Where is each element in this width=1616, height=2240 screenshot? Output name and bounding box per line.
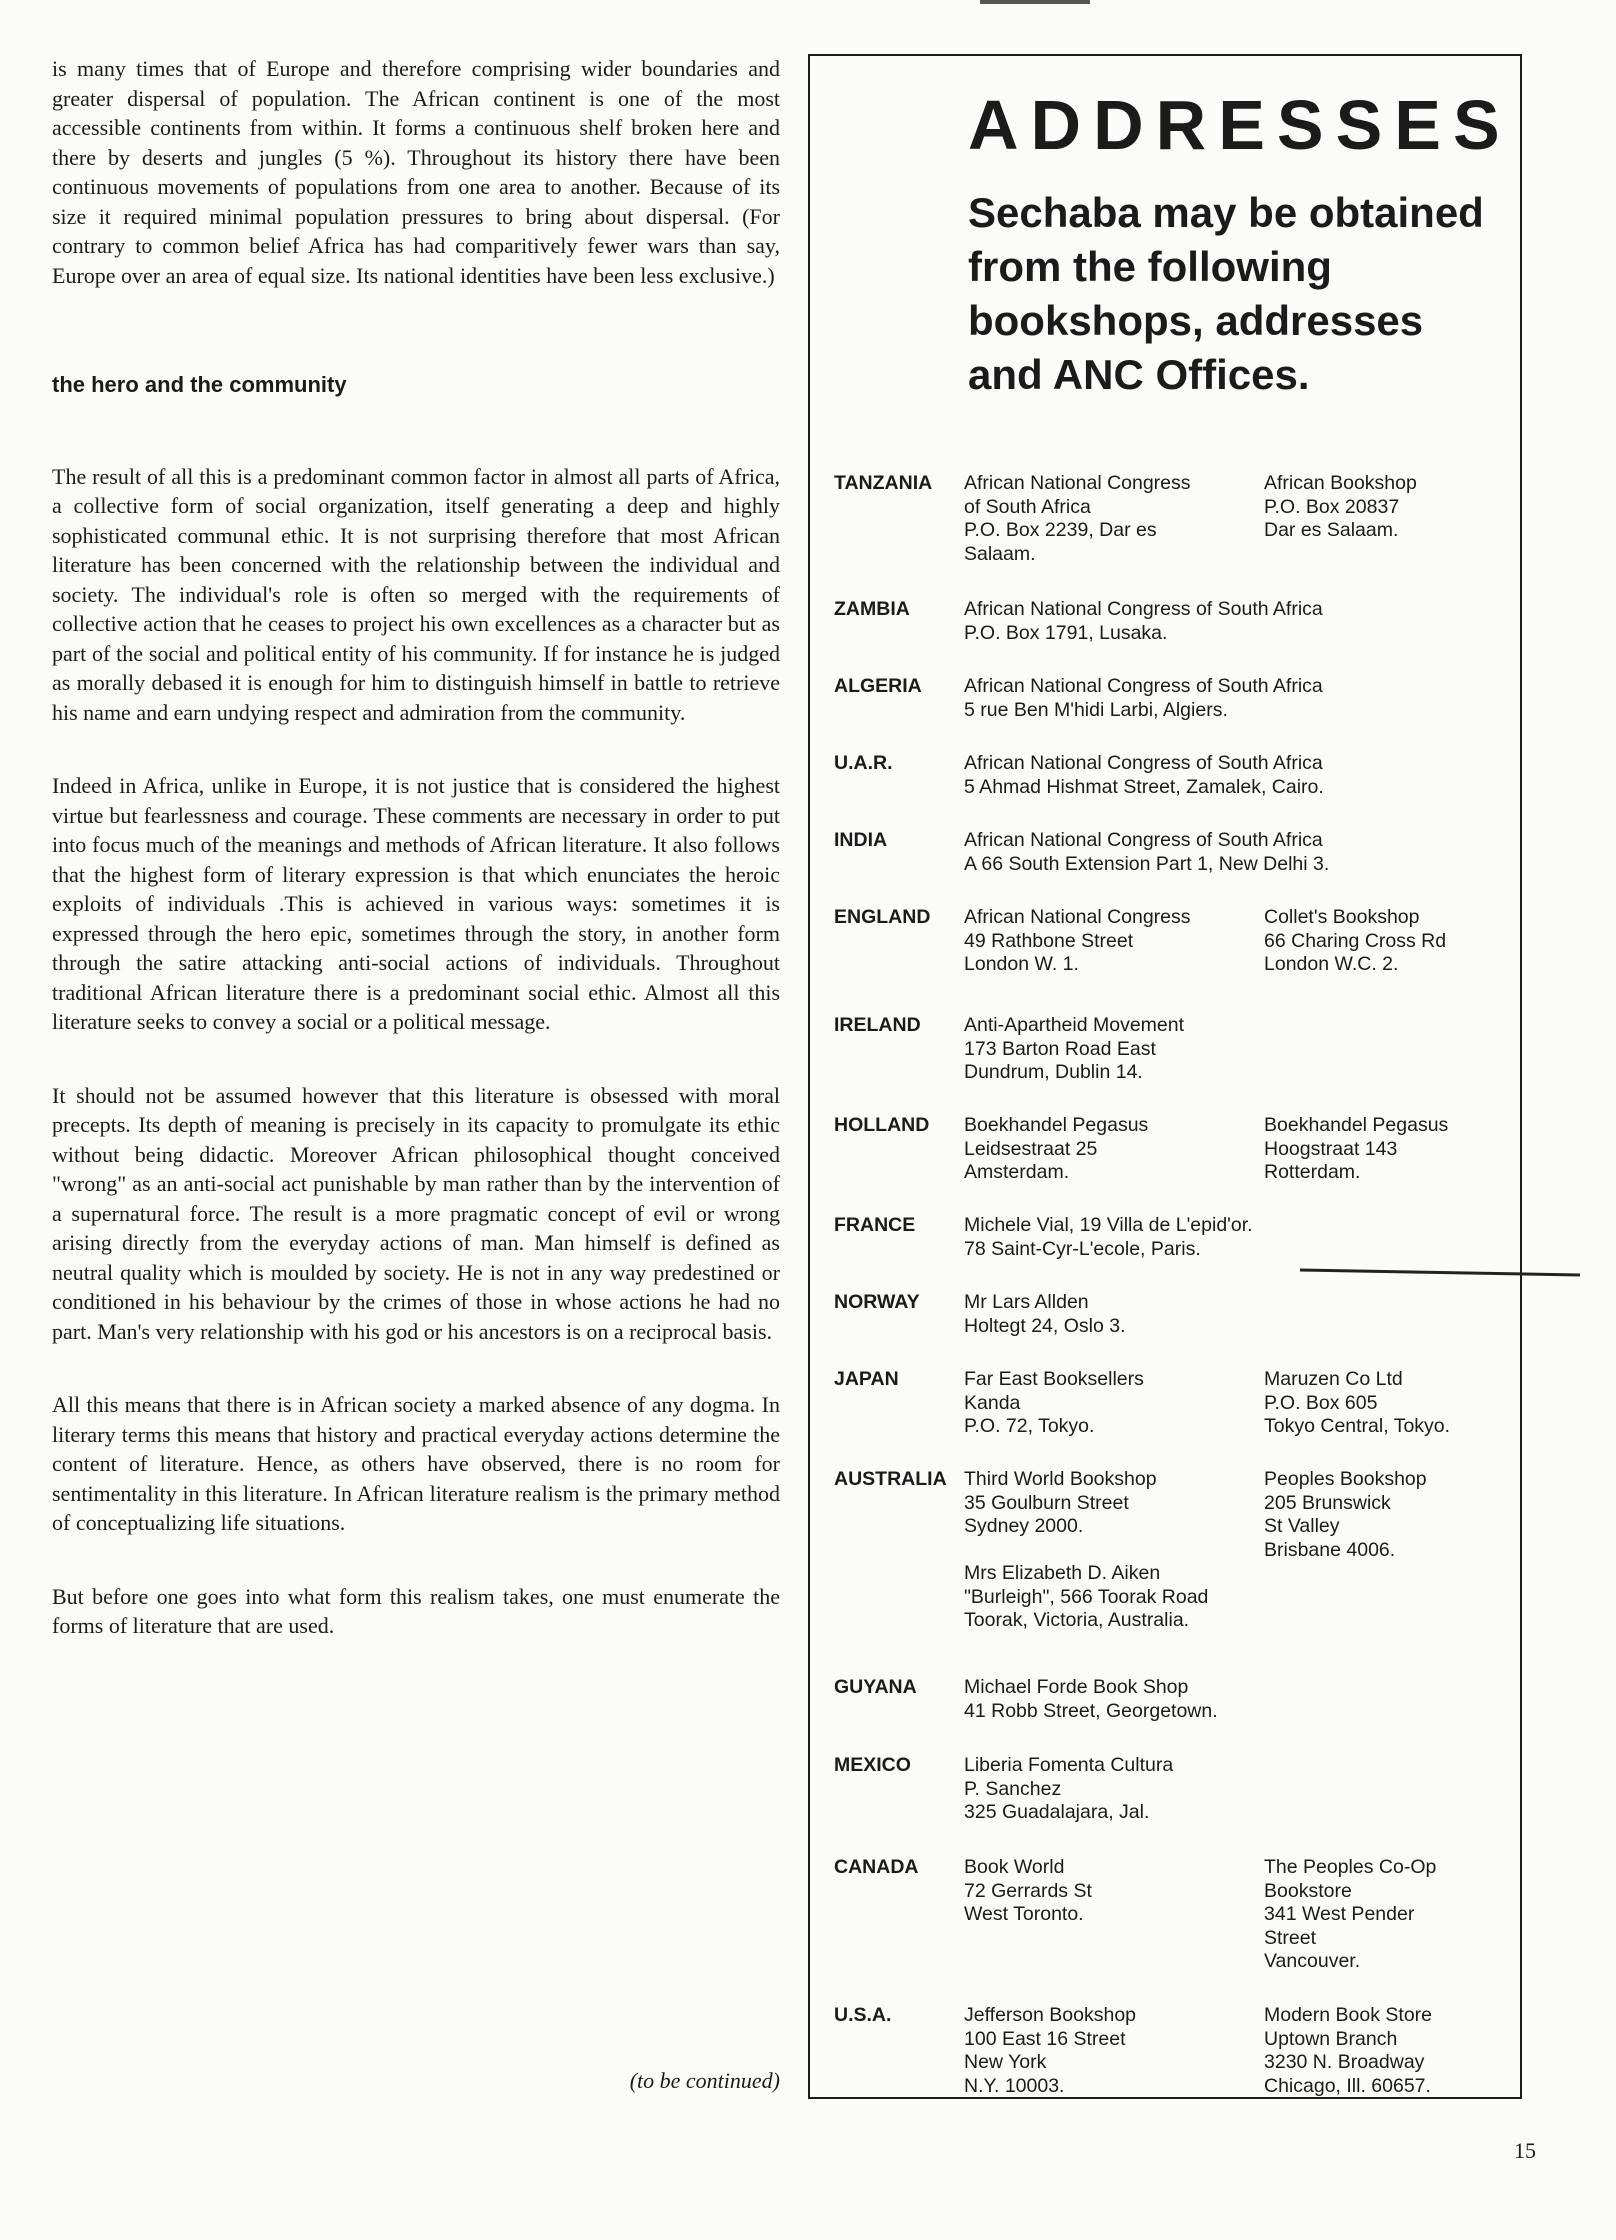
country-label: GUYANA xyxy=(834,1676,917,1698)
country-label: FRANCE xyxy=(834,1214,916,1236)
address-secondary: The Peoples Co-Op Bookstore 341 West Pender Street Vancouver. xyxy=(1264,1856,1437,1972)
country-label: AUSTRALIA xyxy=(834,1468,947,1490)
address-primary: African National Congress of South Africa 5 rue Ben M'hidi Larbi, Algiers. xyxy=(964,675,1323,721)
address-primary: African National Congress of South Africa A 66 South Extension Part 1, New Delhi 3. xyxy=(964,829,1330,875)
country-label: ZAMBIA xyxy=(834,598,910,620)
address-secondary: Modern Book Store Uptown Branch 3230 N. Broadway Chicago, Ill. 60657. xyxy=(1264,2004,1433,2097)
country-label: TANZANIA xyxy=(834,472,933,494)
country-label: CANADA xyxy=(834,1856,919,1878)
address-primary: African National Congress 49 Rathbone Street London W. 1. xyxy=(964,906,1191,975)
addresses-title: ADDRESSES xyxy=(968,86,1512,164)
addresses-subtitle: Sechaba may be obtained from the following bookshops, addresses and ANC Offices. xyxy=(968,189,1484,398)
address-secondary: African Bookshop P.O. Box 20837 Dar es Salaam. xyxy=(1264,472,1417,541)
address-primary: Anti-Apartheid Movement 173 Barton Road East Dundrum, Dublin 14. xyxy=(964,1014,1185,1083)
paragraph: is many times that of Europe and therefore comprising wider boundaries and greater dispersal of population. The African continent is one of the most accessible continents from within. It forms a continuous shelf broken here and there by deserts and jungles (5 %). Throughout its history there have been continuous movements of populations from one area to another. Because of its size it required minimal population pressures to bring about dispersal. (For contrary to common belief Africa has had comparitively fewer wars than say, Europe over an area of equal size. Its national identities have been less exclusive.) xyxy=(52,56,780,288)
address-primary: African National Congress of South Africa P.O. Box 1791, Lusaka. xyxy=(964,598,1323,644)
country-label: MEXICO xyxy=(834,1754,911,1776)
country-label: IRELAND xyxy=(834,1014,921,1036)
address-secondary: Boekhandel Pegasus Hoogstraat 143 Rotterdam. xyxy=(1264,1114,1449,1183)
article-column xyxy=(52,54,780,1685)
country-label: ENGLAND xyxy=(834,906,931,928)
address-primary: Mr Lars Allden Holtegt 24, Oslo 3. xyxy=(964,1291,1126,1337)
address-primary: Liberia Fomenta Cultura P. Sanchez 325 Guadalajara, Jal. xyxy=(964,1754,1174,1823)
paragraph: It should not be assumed however that this literature is obsessed with moral precepts. Its depth of meaning is precisely in its capacity to promulgate its ethic without being didactic. Moreover African philosophical thought conceived "wrong" as an anti-social act punishable by man rather than by the intervention of a supernatural force. The result is a more pragmatic concept of evil or wrong arising directly from the everyday actions of man. Man himself is defined as neutral quality which is moulded by society. He is not in any way predestined or conditioned in his behaviour by the crimes of those in whose actions he had no part. Man's very relationship with his god or his ancestors is on a reciprocal basis. xyxy=(52,1082,780,1344)
address-primary: Michael Forde Book Shop 41 Robb Street, Georgetown. xyxy=(964,1676,1218,1722)
paragraph: Indeed in Africa, unlike in Europe, it is not justice that is considered the highest virtue but fearlessness and courage. These comments are necessary in order to put into focus much of the meanings and methods of African literature. It also follows that the highest form of literary expression is that which enunciates the heroic exploits of individuals .This is achieved in various ways: sometimes it is expressed through the hero epic, sometimes through the story, in another form through the satire attacking anti-social actions of individuals. Throughout traditional African literature there is a predominant social ethic. Almost all this literature seeks to convey a social or a political message. xyxy=(52,773,780,1034)
address-primary: Michele Vial, 19 Villa de L'epid'or. 78 Saint-Cyr-L'ecole, Paris. xyxy=(964,1214,1253,1260)
country-label: NORWAY xyxy=(834,1291,920,1313)
scan-mark xyxy=(980,0,1090,4)
paragraph: The result of all this is a predominant common factor in almost all parts of Africa, a collective form of social organization, itself generating a deep and highly sophisticated communal ethic. It is not surprising therefore that most African literature has been concerned with the relationship between the individual and society. The individual's role is often so merged with the requirements of collective action that he ceases to project his own excellences as a character but as part of the social and political entity of his community. If for instance he is judged as morally debased it is enough for him to distinguish himself in battle to retrieve his name and earn undying respect and admiration from the community. xyxy=(52,463,780,725)
address-secondary: Maruzen Co Ltd P.O. Box 605 Tokyo Central, Tokyo. xyxy=(1264,1368,1451,1437)
country-label: HOLLAND xyxy=(834,1114,930,1136)
addresses-box xyxy=(808,54,1522,2099)
country-label: U.A.R. xyxy=(834,752,893,774)
address-primary: Boekhandel Pegasus Leidsestraat 25 Amsterdam. xyxy=(964,1114,1149,1183)
country-label: JAPAN xyxy=(834,1368,899,1390)
address-primary: Jefferson Bookshop 100 East 16 Street New York N.Y. 10003. xyxy=(964,2004,1137,2097)
paragraph: All this means that there is in African society a marked absence of any dogma. In literary terms this means that history and practical everyday actions determine the content of literature. Hence, as others have observed, there is no room for sentimentality in this literature. In African literature realism is the primary method of conceptualizing life situations. xyxy=(52,1392,780,1535)
continued-note: (to be continued) xyxy=(629,2068,780,2093)
country-label: U.S.A. xyxy=(834,2004,892,2026)
page-number: 15 xyxy=(1514,2138,1536,2163)
paragraph: But before one goes into what form this realism takes, one must enumerate the forms of literature that are used. xyxy=(52,1583,780,1638)
address-primary: African National Congress of South Africa 5 Ahmad Hishmat Street, Zamalek, Cairo. xyxy=(964,752,1324,798)
address-secondary: Peoples Bookshop 205 Brunswick St Valley Brisbane 4006. xyxy=(1264,1468,1427,1561)
address-primary: Third World Bookshop 35 Goulburn Street Sydney 2000. Mrs Elizabeth D. Aiken "Burleigh", 566 Toorak Road Toorak, Victoria, Australia. xyxy=(964,1468,1209,1631)
address-primary: African National Congress of South Africa P.O. Box 2239, Dar es Salaam. xyxy=(964,472,1191,565)
address-primary: Book World 72 Gerrards St West Toronto. xyxy=(964,1856,1092,1925)
country-label: ALGERIA xyxy=(834,675,922,697)
address-primary: Far East Booksellers Kanda P.O. 72, Tokyo. xyxy=(964,1368,1144,1437)
address-secondary: Collet's Bookshop 66 Charing Cross Rd London W.C. 2. xyxy=(1264,906,1447,975)
country-label: INDIA xyxy=(834,829,888,851)
section-heading: the hero and the community xyxy=(52,372,347,397)
